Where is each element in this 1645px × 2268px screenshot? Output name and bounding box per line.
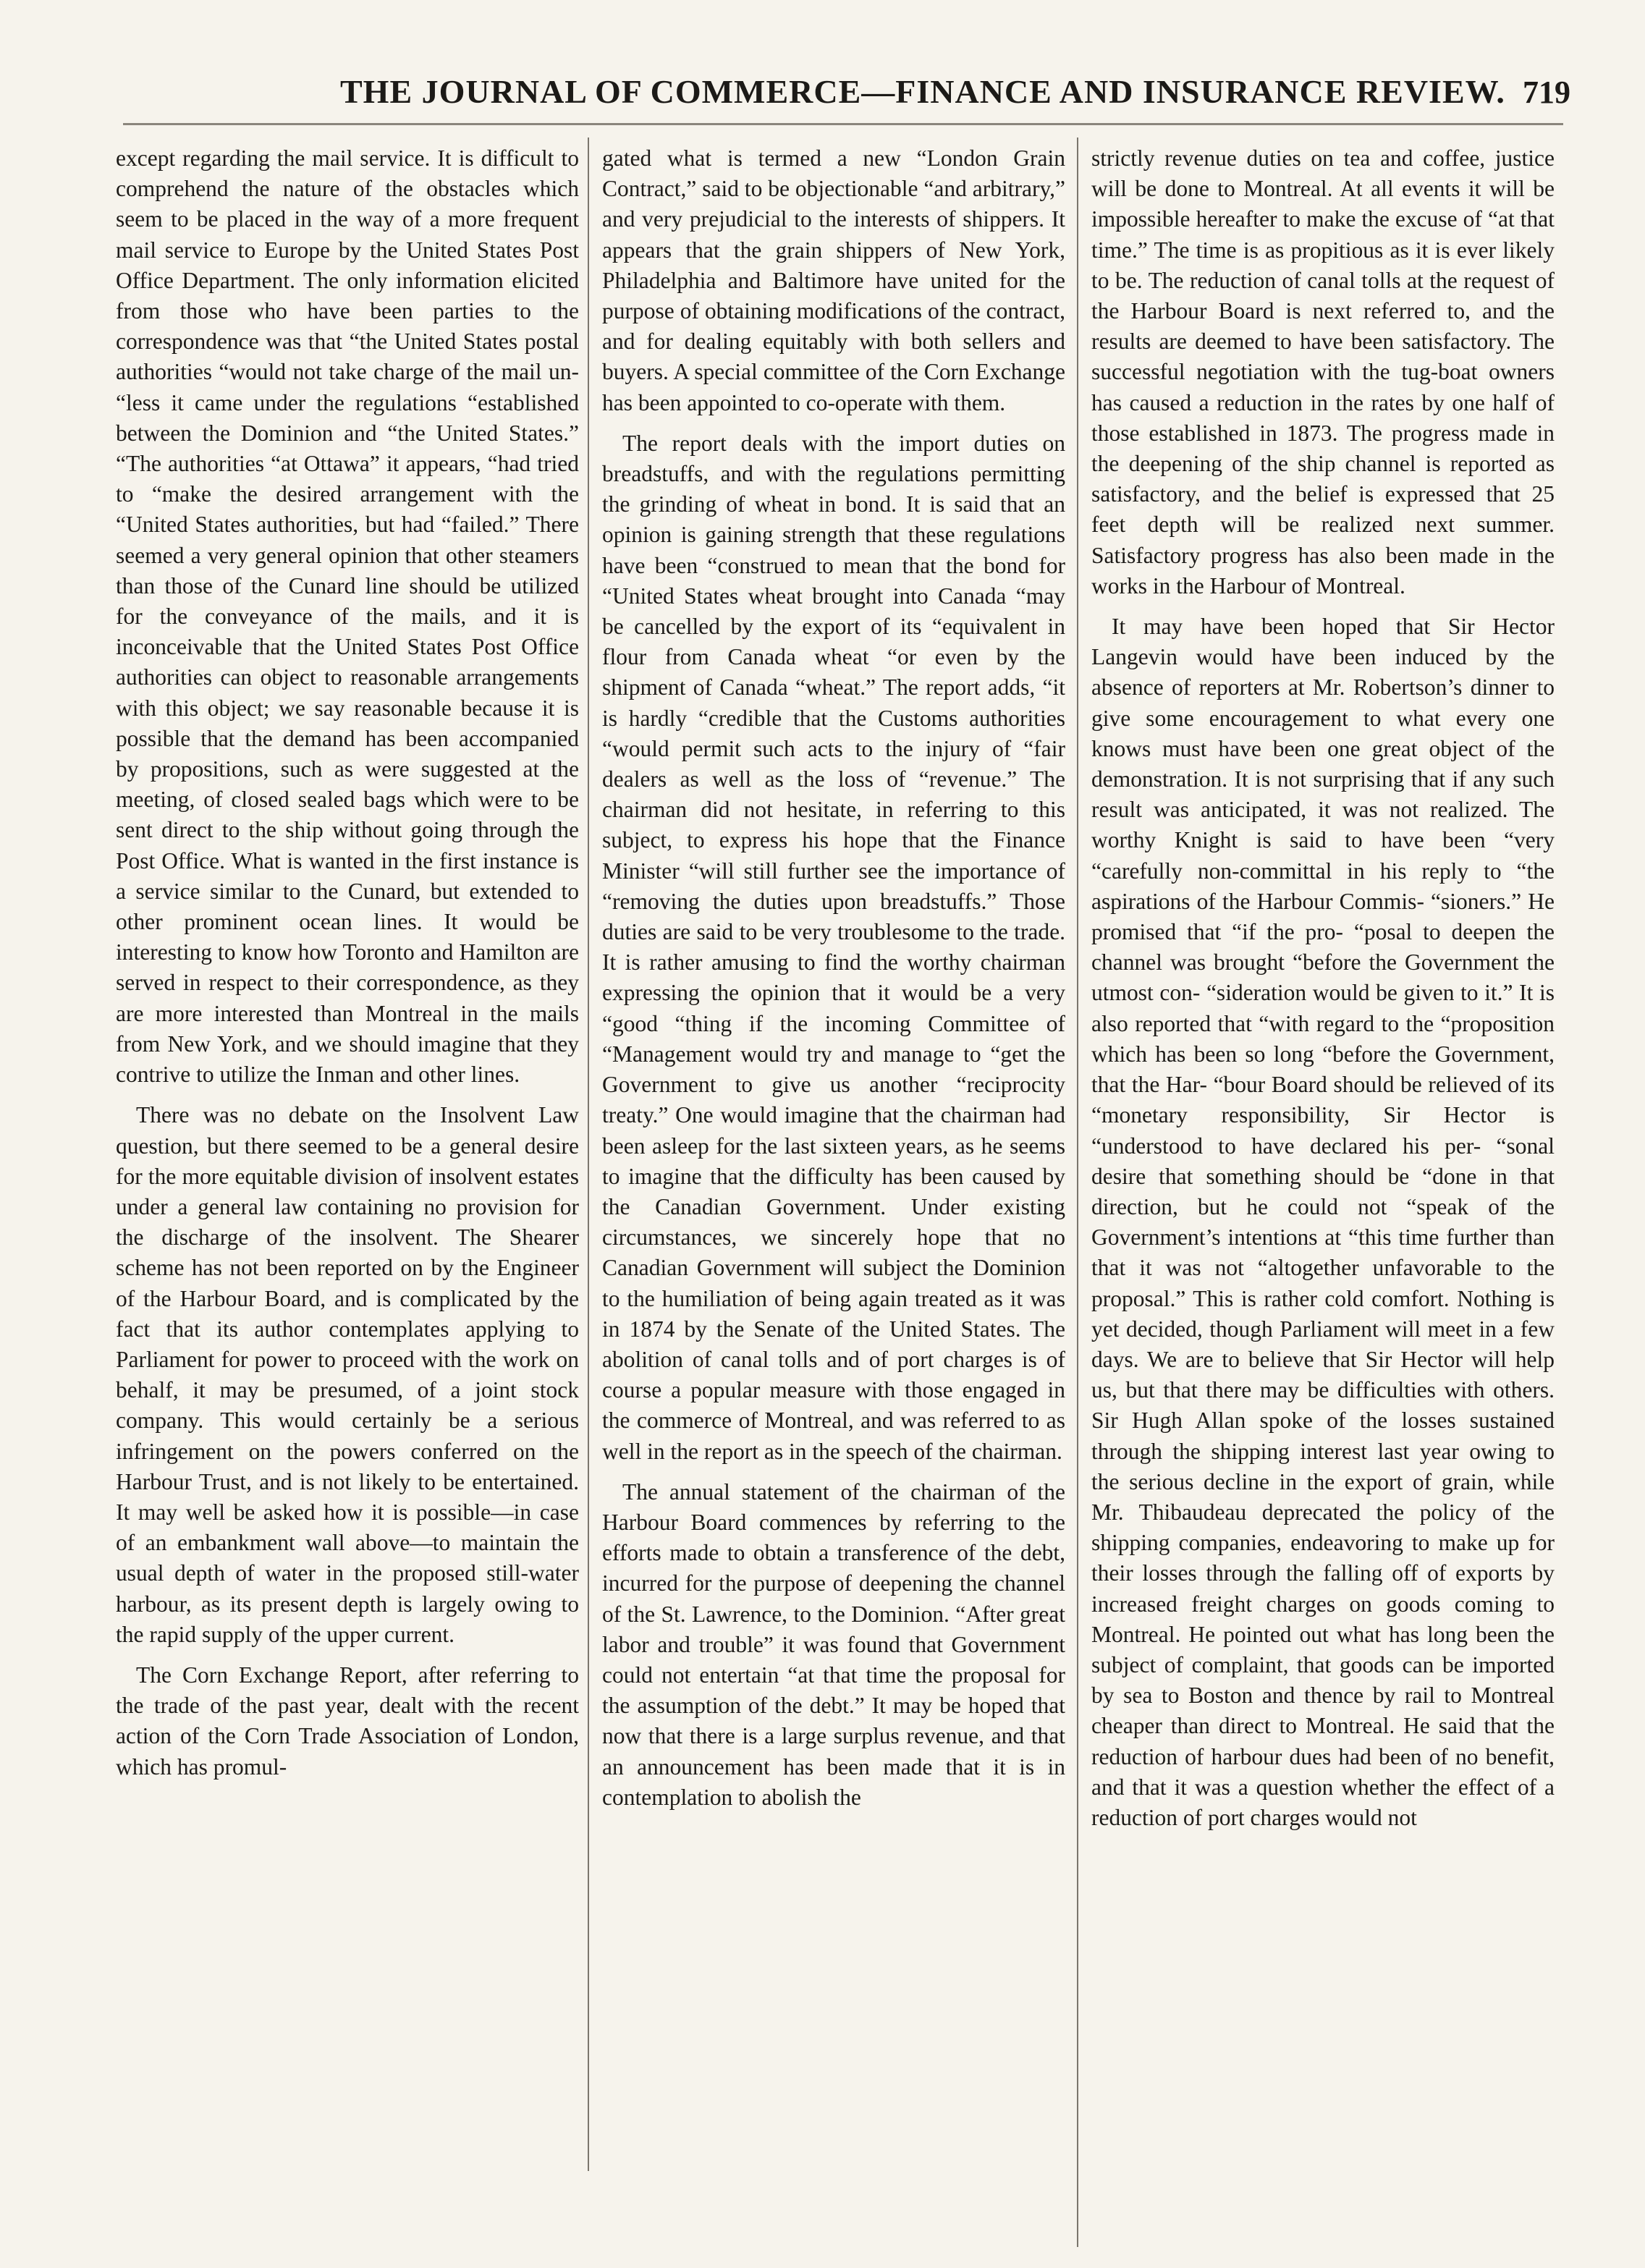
paragraph: The Corn Exchange Report, after referring to the trade of the past year, dealt with the recent action of the Corn Trade Association of London, which has promul- <box>116 1662 579 1780</box>
page-number: 719 <box>1523 75 1570 110</box>
paragraph: There was no debate on the Insolvent Law question, but there seemed to be a general desire for the more equitable division of insolvent estates under a general law containing no provision for the discharge of the insolvent. The Shearer scheme has not been reported on by the Engineer of the Harbour Board, and is complicated by the fact that its author contemplates applying to Parliament for power to proceed with the work on behalf, it may be presumed, of a joint stock company. This would certainly be a serious infringement on the powers conferred on the Harbour Trust, and is not likely to be entertained. It may well be asked how it is possible—in case of an embankment wall above—to maintain the usual depth of water in the proposed still-water harbour, as its present depth is largely owing to the rapid supply of the upper current. <box>116 1102 579 1647</box>
text-column-1 <box>116 143 579 2242</box>
paragraph: except regarding the mail service. It is difficult to comprehend the nature of the obstacles which seem to be placed in the way of a more frequent mail service to Europe by the United States Post Office Department. The only information elicited from those who have been parties to the correspondence was that “the United States postal authorities “would not take charge of the mail un- “less it came under the regulations “established between the Dominion and “the United States.” “The authorities “at Ottawa” it appears, “had tried to “make the desired arrangement with the “United States authorities, but had “failed.” There seemed a very general opinion that other steamers than those of the Cunard line should be utilized for the conveyance of the mails, and it is inconceivable that the United States Post Office authorities can object to reasonable arrangements with this object; we say reasonable because it is possible that the demand has been accompanied by propositions, such as were suggested at the meeting, of closed sealed bags which were to be sent direct to the ship without going through the Post Office. What is wanted in the first instance is a service similar to the Cunard, but extended to other prominent ocean lines. It would be interesting to know how Toronto and Hamilton are served in respect to their correspondence, as they are more interested than Montreal in the mails from New York, and we should imagine that they contrive to utilize the Inman and other lines. <box>116 145 579 1088</box>
column-rule <box>1077 137 1078 2247</box>
text-column-2 <box>602 143 1065 2242</box>
paragraph: gated what is termed a new “London Grain Contract,” said to be objectionable “and arbitrary,” and very prejudicial to the interests of shippers. It appears that the grain shippers of New York, Philadelphia and Baltimore have united for the purpose of obtaining modifications of the contract, and for dealing equitably with both sellers and buyers. A special committee of the Corn Exchange has been appointed to co-operate with them. <box>602 145 1065 415</box>
paragraph: It may have been hoped that Sir Hector Langevin would have been induced by the absence of reporters at Mr. Robertson’s dinner to give some encouragement to what every one knows must have been one great object of the demonstration. It is not surprising that if any such result was anticipated, it was not realized. The worthy Knight is said to have been “very “carefully non-committal in his reply to “the aspirations of the Harbour Commis- “sioners.” He promised that “if the pro- “posal to deepen the channel was brought “before the Government the utmost con- “sideration would be given to it.” It is also reported that “with regard to the “proposition which has been so long “before the Government, that the Har- “bour Board should be relieved of its “monetary responsibility, Sir Hector is “understood to have declared his per- “sonal desire that something should be “done in that direction, but he could not “speak of the Government’s intentions at “this time further than that it was not “altogether unfavorable to the proposal.” This is rather cold comfort. Nothing is yet decided, though Parliament will meet in a few days. We are to believe that Sir Hector will help us, but that there may be difficulties with others. Sir Hugh Allan spoke of the losses sustained through the shipping interest last year owing to the serious decline in the export of grain, while Mr. Thibaudeau deprecated the policy of the shipping companies, endeavoring to make up for their losses through the falling off of exports by increased freight charges on goods coming to Montreal. He pointed out what has long been the subject of complaint, that goods can be imported by sea to Boston and thence by rail to Montreal cheaper than direct to Montreal. He said that the reduction of harbour dues had been of no benefit, and that it was a question whether the effect of a reduction of port charges would not <box>1091 614 1555 1830</box>
paragraph: strictly revenue duties on tea and coffee, justice will be done to Montreal. At all events it will be impossible hereafter to make the excuse of “at that time.” The time is as propitious as it is ever likely to be. The reduction of canal tolls at the request of the Harbour Board is next referred to, and the results are deemed to have been satisfactory. The successful negotiation with the tug-boat owners has caused a reduction in the rates by one half of those established in 1873. The progress made in the deepening of the ship channel is reported as satisfactory, and the belief is expressed that 25 feet depth will be realized next summer. Satisfactory progress has also been made in the works in the Harbour of Montreal. <box>1091 145 1555 598</box>
text-column-3 <box>1091 143 1555 2242</box>
header-rule <box>123 123 1563 125</box>
column-rule <box>588 137 589 2171</box>
paragraph: The report deals with the import duties on breadstuffs, and with the regulations permitting the grinding of wheat in bond. It is said that an opinion is gaining strength that these regulations have been “construed to mean that the bond for “United States wheat brought into Canada “may be cancelled by the export of its “equivalent in flour from Canada wheat “or even by the shipment of Canada “wheat.” The report adds, “it is hardly “credible that the Customs authorities “would permit such acts to the injury of “fair dealers as well as the loss of “revenue.” The chairman did not hesitate, in referring to this subject, to express his hope that the Finance Minister “will still further see the importance of “removing the duties upon breadstuffs.” Those duties are said to be very troublesome to the trade. It is rather amusing to find the worthy chairman expressing the opinion that it would be a very “good “thing if the incoming Committee of “Management would try and manage to “get the Government to give us another “reciprocity treaty.” One would imagine that the chairman had been asleep for the last sixteen years, as he seems to imagine that the difficulty has been caused by the Canadian Government. Under existing circumstances, we sincerely hope that no Canadian Government will subject the Dominion to the humiliation of being again treated as it was in 1874 by the Senate of the United States. The abolition of canal tolls and of port charges is of course a popular measure with those engaged in the commerce of Montreal, and was referred to as well in the report as in the speech of the chairman. <box>602 430 1065 1464</box>
running-header <box>116 72 1570 116</box>
paragraph: The annual statement of the chairman of the Harbour Board commences by referring to the efforts made to obtain a transference of the debt, incurred for the purpose of deepening the channel of the St. Lawrence, to the Dominion. “After great labor and trouble” it was found that Government could not entertain “at that time the proposal for the assumption of the debt.” It may be hoped that now that there is a large surplus revenue, and that an announcement has been made that it is in contemplation to abolish the <box>602 1478 1065 1810</box>
journal-title: THE JOURNAL OF COMMERCE—FINANCE AND INSURANCE REVIEW. <box>340 73 1505 110</box>
